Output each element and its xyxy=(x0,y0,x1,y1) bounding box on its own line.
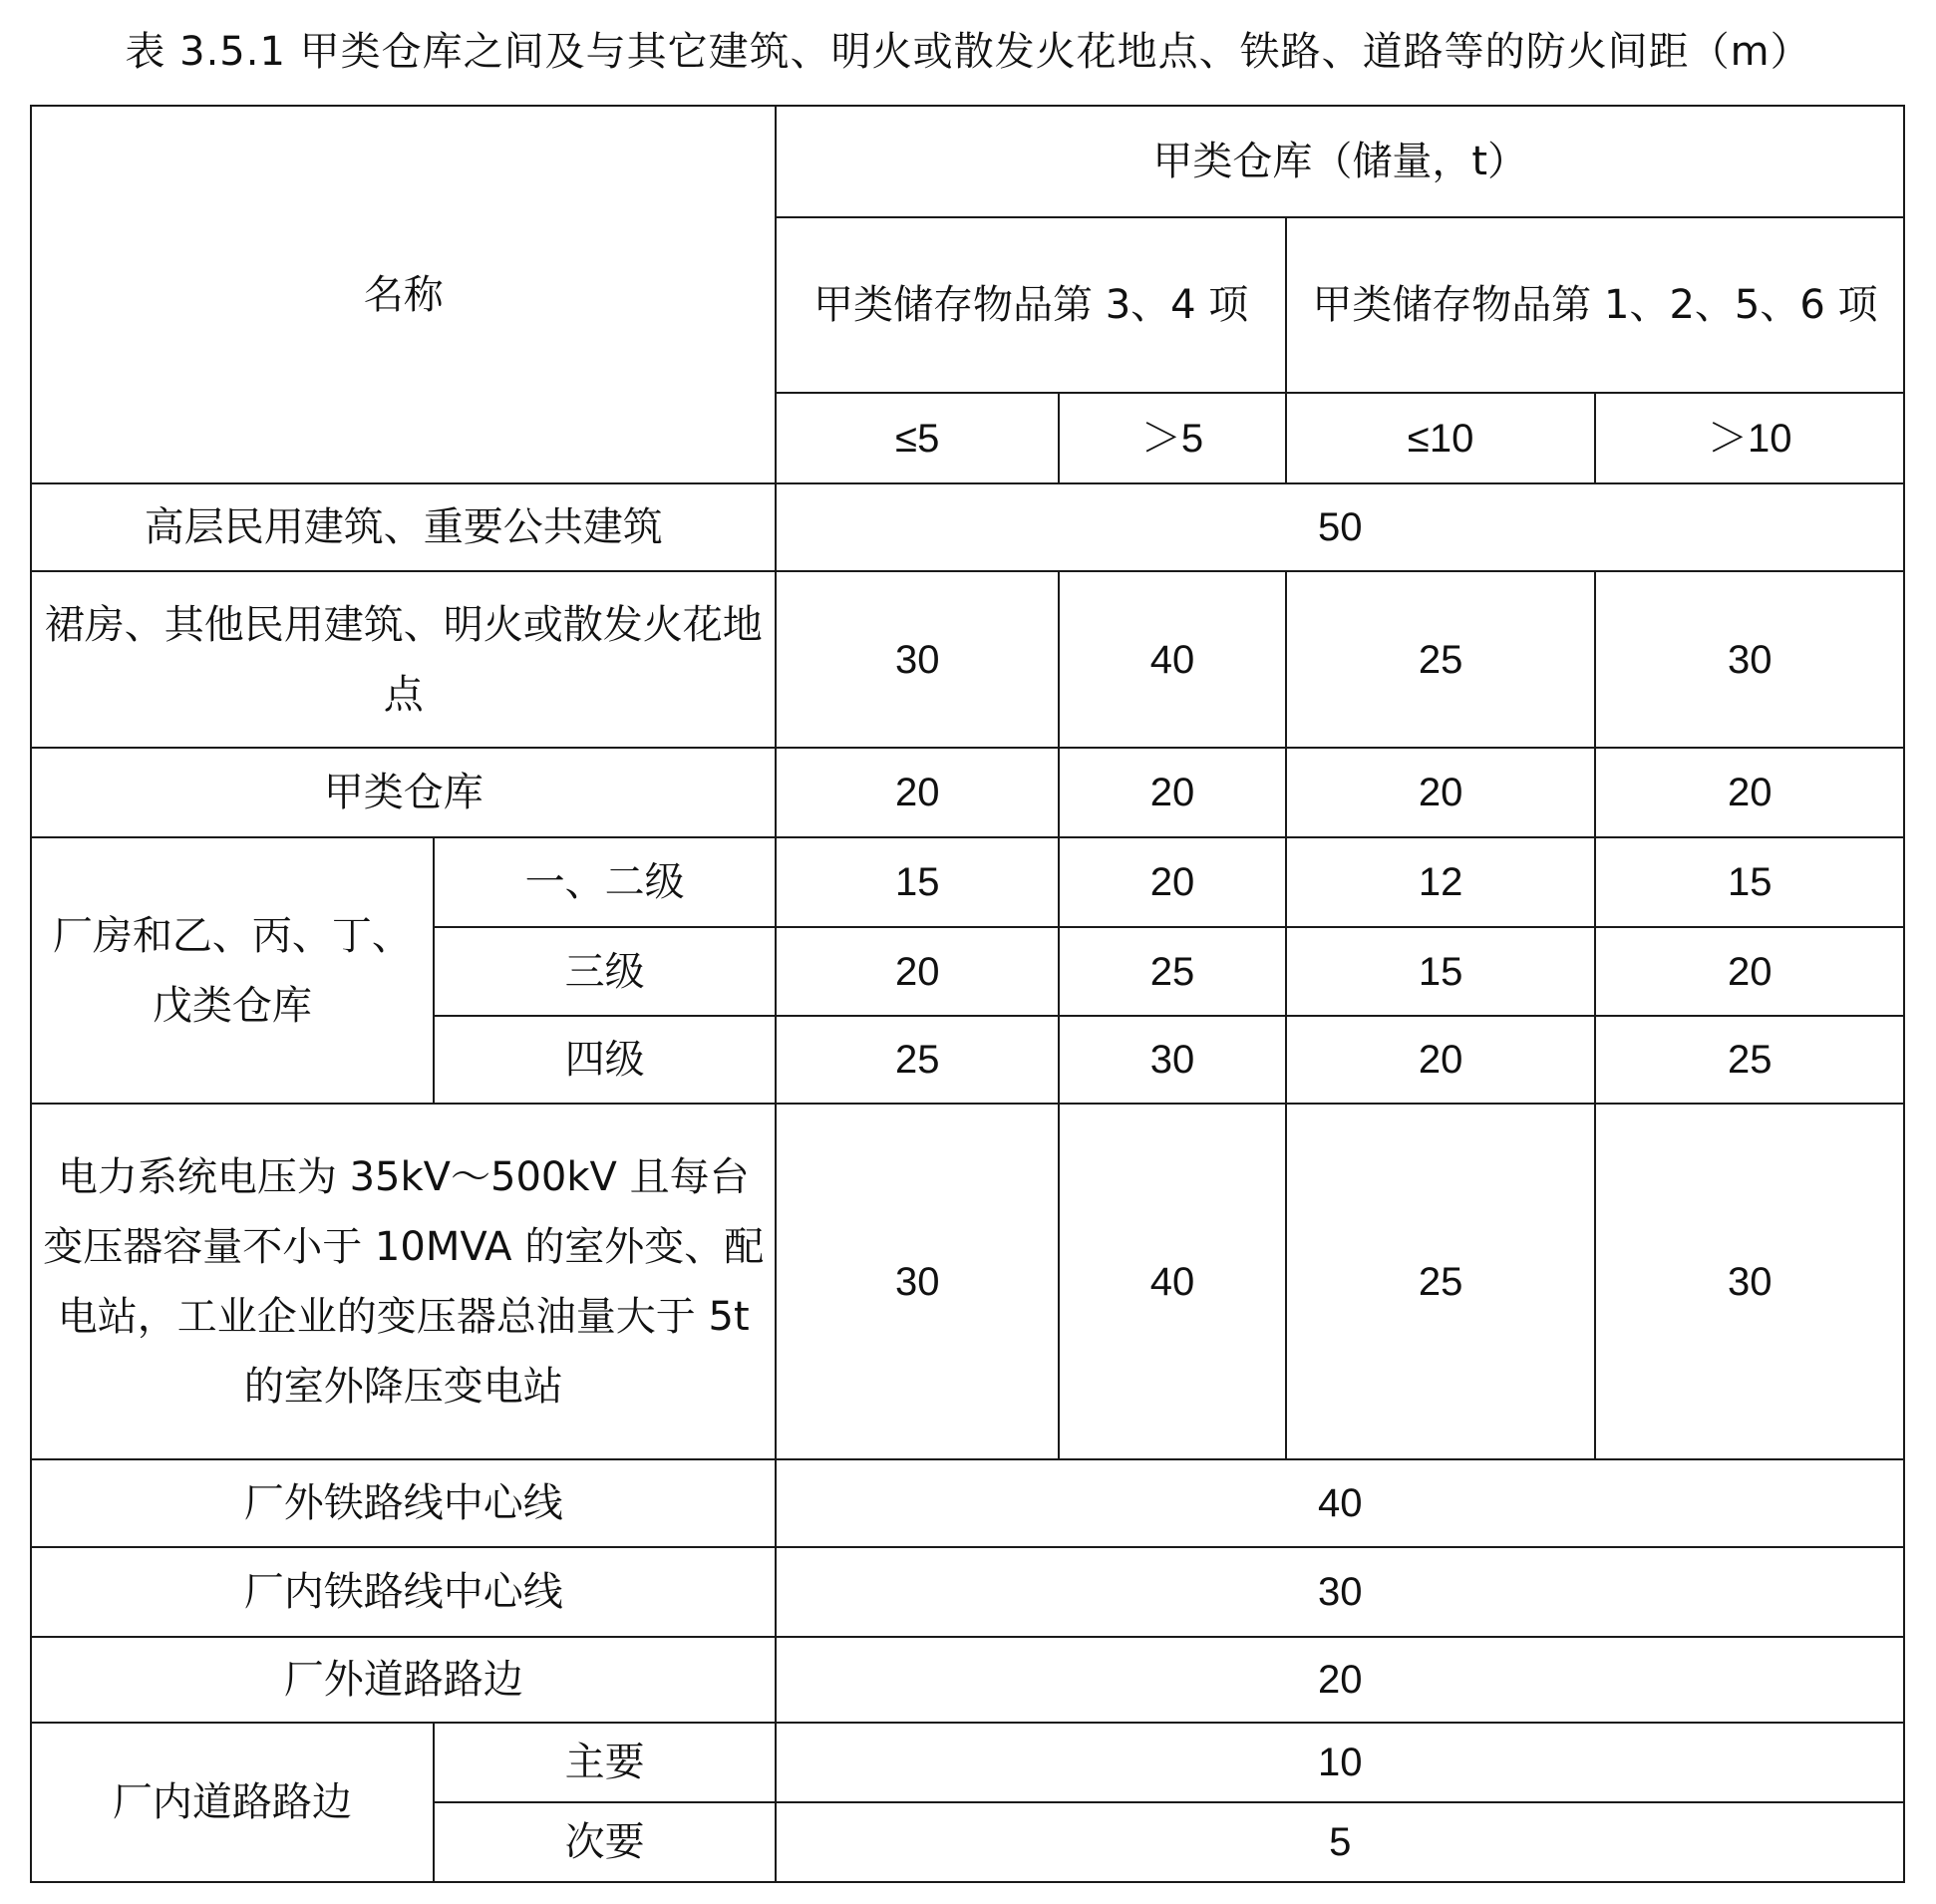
value-cell: 25 xyxy=(1595,1016,1904,1104)
grade-label-3: 三级 xyxy=(434,927,777,1016)
table-row xyxy=(31,1459,1904,1547)
value-cell: 20 xyxy=(776,748,1059,837)
header-items-1-2-5-6: 甲类储存物品第 1、2、5、6 项 xyxy=(1286,217,1904,393)
header-name: 名称 xyxy=(31,106,776,483)
header-warehouse-group: 甲类仓库（储量，t） xyxy=(776,106,1904,217)
row-label-rail-outside: 厂外铁路线中心线 xyxy=(31,1459,776,1547)
value-cell: 20 xyxy=(776,927,1059,1016)
table-row xyxy=(31,1547,1904,1637)
row-label-substation: 电力系统电压为 35kV～500kV 且每台变压器容量不小于 10MVA 的室外变、配电站，工业企业的变压器总油量大于 5t 的室外降压变电站 xyxy=(31,1104,776,1459)
road-inside-main-label: 主要 xyxy=(434,1723,777,1802)
row-label-road-outside: 厂外道路路边 xyxy=(31,1637,776,1723)
value-cell: 20 xyxy=(1286,748,1596,837)
row-label-plants: 厂房和乙、丙、丁、戊类仓库 xyxy=(31,837,434,1104)
header-row-1 xyxy=(31,106,1904,217)
value-cell: 30 xyxy=(1059,1016,1286,1104)
header-items-3-4: 甲类储存物品第 3、4 项 xyxy=(776,217,1285,393)
value-cell: 30 xyxy=(776,571,1059,748)
value-cell: 40 xyxy=(1059,1104,1286,1459)
value-cell: 20 xyxy=(1286,1016,1596,1104)
value-cell: 15 xyxy=(1286,927,1596,1016)
header-limit-gt5: ＞5 xyxy=(1059,393,1286,483)
value-cell: 25 xyxy=(1286,571,1596,748)
row-label-road-inside: 厂内道路路边 xyxy=(31,1723,434,1882)
value-cell: 30 xyxy=(1595,571,1904,748)
header-limit-le10: ≤10 xyxy=(1286,393,1596,483)
fire-separation-table xyxy=(30,105,1905,1883)
value-rail-outside: 40 xyxy=(776,1459,1904,1547)
road-inside-secondary-label: 次要 xyxy=(434,1802,777,1882)
table-row xyxy=(31,483,1904,571)
value-road-inside-secondary: 5 xyxy=(776,1802,1904,1882)
value-cell: 25 xyxy=(1059,927,1286,1016)
table-row xyxy=(31,1104,1904,1459)
value-road-outside: 20 xyxy=(776,1637,1904,1723)
header-limit-le5: ≤5 xyxy=(776,393,1059,483)
value-cell: 30 xyxy=(776,1104,1059,1459)
value-cell: 40 xyxy=(1059,571,1286,748)
value-cell: 25 xyxy=(776,1016,1059,1104)
table-caption: 表 3.5.1 甲类仓库之间及与其它建筑、明火或散发火花地点、铁路、道路等的防火间距（m） xyxy=(125,29,1811,75)
row-label-class-a-warehouse: 甲类仓库 xyxy=(31,748,776,837)
row-label-rail-inside: 厂内铁路线中心线 xyxy=(31,1547,776,1637)
value-cell: 20 xyxy=(1595,927,1904,1016)
row-label-podium: 裙房、其他民用建筑、明火或散发火花地点 xyxy=(31,571,776,748)
value-highrise: 50 xyxy=(776,483,1904,571)
value-rail-inside: 30 xyxy=(776,1547,1904,1637)
value-cell: 20 xyxy=(1059,748,1286,837)
table-row xyxy=(31,837,1904,927)
grade-label-1-2: 一、二级 xyxy=(434,837,777,927)
table-row xyxy=(31,1723,1904,1802)
value-cell: 25 xyxy=(1286,1104,1596,1459)
value-cell: 12 xyxy=(1286,837,1596,927)
value-cell: 15 xyxy=(1595,837,1904,927)
table-row xyxy=(31,1637,1904,1723)
row-label-highrise: 高层民用建筑、重要公共建筑 xyxy=(31,483,776,571)
value-cell: 20 xyxy=(1059,837,1286,927)
value-cell: 30 xyxy=(1595,1104,1904,1459)
value-cell: 20 xyxy=(1595,748,1904,837)
grade-label-4: 四级 xyxy=(434,1016,777,1104)
table-row xyxy=(31,571,1904,748)
value-road-inside-main: 10 xyxy=(776,1723,1904,1802)
table-row xyxy=(31,748,1904,837)
header-limit-gt10: ＞10 xyxy=(1595,393,1904,483)
value-cell: 15 xyxy=(776,837,1059,927)
